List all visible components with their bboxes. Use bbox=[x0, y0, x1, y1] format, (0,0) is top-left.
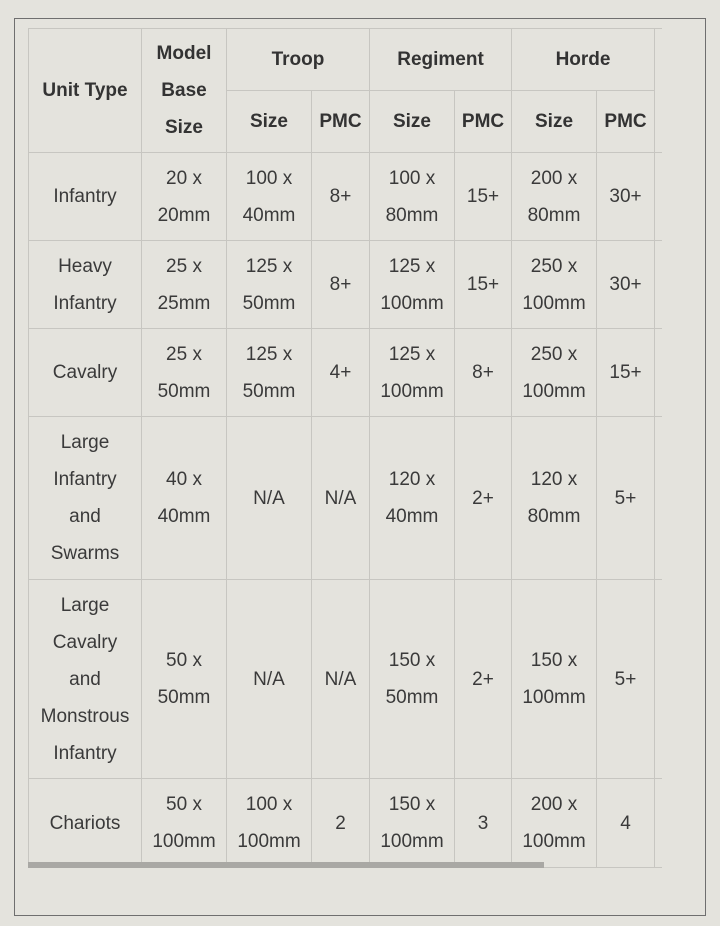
cell-troop-size: 125 x 50mm bbox=[227, 241, 312, 329]
cell-model-base-size: 25 x 25mm bbox=[142, 241, 227, 329]
cell-troop-pmc: N/A bbox=[312, 417, 370, 580]
cell-horde-size: 150 x 100mm bbox=[512, 580, 597, 779]
cell-unit-type: Cavalry bbox=[29, 329, 142, 417]
cell-overflow bbox=[655, 580, 662, 779]
table-row bbox=[29, 779, 663, 868]
cell-regiment-pmc: 2+ bbox=[455, 580, 512, 779]
cell-horde-pmc: 30+ bbox=[597, 153, 655, 241]
cell-model-base-size: 25 x 50mm bbox=[142, 329, 227, 417]
table-row bbox=[29, 329, 663, 417]
cell-troop-pmc: 2 bbox=[312, 779, 370, 868]
cell-horde-size: 200 x 80mm bbox=[512, 153, 597, 241]
cell-horde-size: 120 x 80mm bbox=[512, 417, 597, 580]
cell-unit-type: Infantry bbox=[29, 153, 142, 241]
cell-troop-size: 100 x 40mm bbox=[227, 153, 312, 241]
cell-horde-pmc: 4 bbox=[597, 779, 655, 868]
header-unit-type: Unit Type bbox=[29, 29, 142, 153]
cell-regiment-pmc: 15+ bbox=[455, 153, 512, 241]
table-row bbox=[29, 241, 663, 329]
cell-horde-pmc: 30+ bbox=[597, 241, 655, 329]
cell-unit-type: Large Cavalry and Monstrous Infantry bbox=[29, 580, 142, 779]
cell-troop-size: N/A bbox=[227, 417, 312, 580]
cell-regiment-size: 150 x 100mm bbox=[370, 779, 455, 868]
cell-horde-size: 250 x 100mm bbox=[512, 329, 597, 417]
cell-overflow bbox=[655, 153, 662, 241]
cell-horde-pmc: 5+ bbox=[597, 580, 655, 779]
cell-regiment-pmc: 8+ bbox=[455, 329, 512, 417]
cell-horde-size: 200 x 100mm bbox=[512, 779, 597, 868]
table-row bbox=[29, 580, 663, 779]
cell-regiment-pmc: 15+ bbox=[455, 241, 512, 329]
header-overflow-column bbox=[655, 29, 662, 153]
table-scroll-container[interactable] bbox=[28, 28, 662, 872]
cell-regiment-size: 125 x 100mm bbox=[370, 241, 455, 329]
table-body bbox=[29, 153, 663, 868]
cell-regiment-pmc: 3 bbox=[455, 779, 512, 868]
cell-troop-size: N/A bbox=[227, 580, 312, 779]
header-horde-pmc: PMC bbox=[597, 91, 655, 153]
cell-regiment-pmc: 2+ bbox=[455, 417, 512, 580]
header-regiment-pmc: PMC bbox=[455, 91, 512, 153]
cell-regiment-size: 100 x 80mm bbox=[370, 153, 455, 241]
cell-overflow bbox=[655, 241, 662, 329]
cell-unit-type: Large Infantry and Swarms bbox=[29, 417, 142, 580]
cell-horde-pmc: 15+ bbox=[597, 329, 655, 417]
header-model-base-size: Model Base Size bbox=[142, 29, 227, 153]
cell-horde-size: 250 x 100mm bbox=[512, 241, 597, 329]
cell-model-base-size: 50 x 100mm bbox=[142, 779, 227, 868]
header-troop-size: Size bbox=[227, 91, 312, 153]
header-horde: Horde bbox=[512, 29, 655, 91]
cell-troop-pmc: 8+ bbox=[312, 153, 370, 241]
cell-troop-pmc: 8+ bbox=[312, 241, 370, 329]
header-horde-size: Size bbox=[512, 91, 597, 153]
table-row bbox=[29, 153, 663, 241]
cell-troop-pmc: 4+ bbox=[312, 329, 370, 417]
header-troop: Troop bbox=[227, 29, 370, 91]
cell-overflow bbox=[655, 417, 662, 580]
cell-unit-type: Heavy Infantry bbox=[29, 241, 142, 329]
horizontal-scrollbar[interactable] bbox=[28, 862, 662, 868]
cell-troop-size: 125 x 50mm bbox=[227, 329, 312, 417]
cell-troop-size: 100 x 100mm bbox=[227, 779, 312, 868]
cell-model-base-size: 50 x 50mm bbox=[142, 580, 227, 779]
scrollbar-thumb[interactable] bbox=[28, 862, 544, 868]
unit-size-table bbox=[28, 28, 662, 868]
header-regiment: Regiment bbox=[370, 29, 512, 91]
cell-troop-pmc: N/A bbox=[312, 580, 370, 779]
cell-regiment-size: 150 x 50mm bbox=[370, 580, 455, 779]
header-troop-pmc: PMC bbox=[312, 91, 370, 153]
cell-horde-pmc: 5+ bbox=[597, 417, 655, 580]
cell-model-base-size: 40 x 40mm bbox=[142, 417, 227, 580]
cell-model-base-size: 20 x 20mm bbox=[142, 153, 227, 241]
cell-regiment-size: 120 x 40mm bbox=[370, 417, 455, 580]
cell-overflow bbox=[655, 329, 662, 417]
cell-overflow bbox=[655, 779, 662, 868]
cell-regiment-size: 125 x 100mm bbox=[370, 329, 455, 417]
header-regiment-size: Size bbox=[370, 91, 455, 153]
cell-unit-type: Chariots bbox=[29, 779, 142, 868]
table-row bbox=[29, 417, 663, 580]
